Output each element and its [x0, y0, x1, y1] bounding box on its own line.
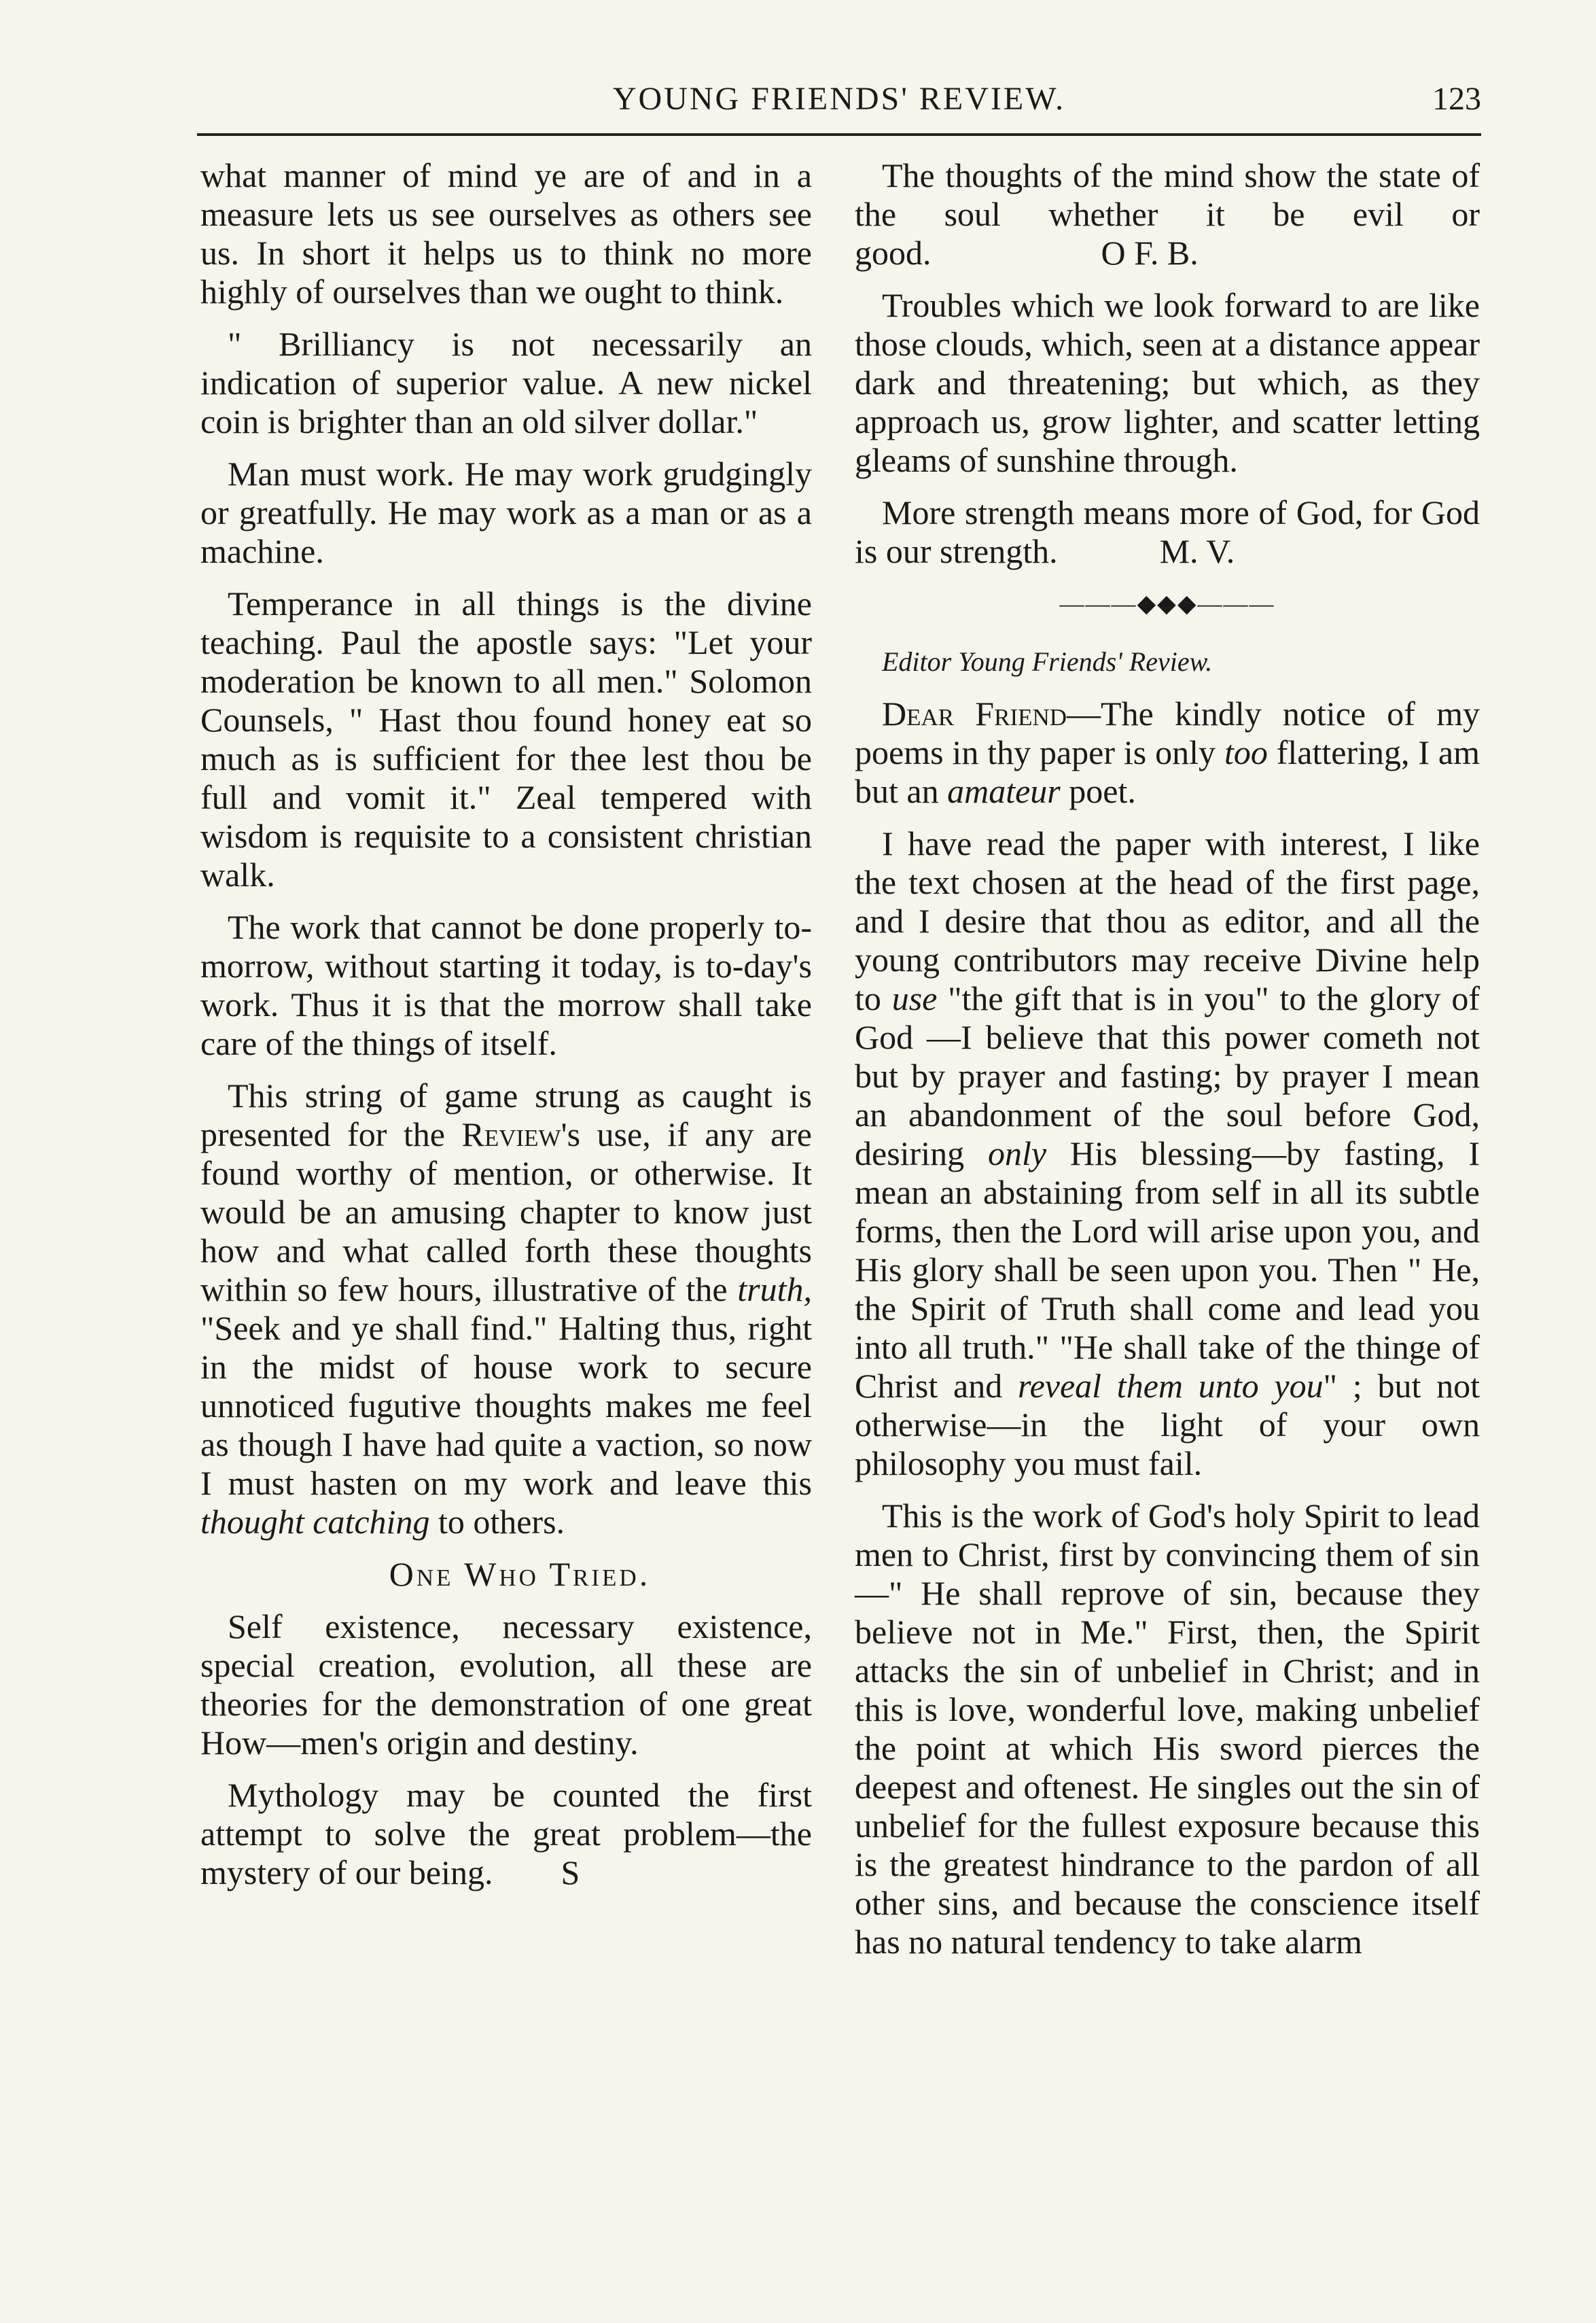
paragraph	[200, 1776, 812, 1892]
text-run: The thoughts of the mind show the state of the soul whether it be evil or good.	[855, 156, 1480, 272]
text-run: His blessing—by fasting, I mean an abstaining from self in all its subtle forms, then the Lord will arise upon you, and His glory shall be seen upon you. Then " He, the Spirit of Truth shall come and lead you into all truth." "He shall take of the thinge of Christ and	[855, 1134, 1480, 1405]
text-run: More strength means more of God, for God is our strength.	[855, 493, 1480, 570]
text-run: Mythology may be counted the first attempt to solve the great problem—the mystery of our being.	[200, 1776, 812, 1891]
paragraph: Troubles which we look forward to are like those clouds, which, seen at a distance appear dark and threatening; but which, as they approach us, grow lighter, and scatter letting gleams of sunshine through.	[855, 286, 1480, 479]
section-divider	[855, 584, 1480, 623]
text-run: —The kindly notice of my poems in thy paper is only	[855, 695, 1480, 771]
page-header	[197, 73, 1481, 128]
paragraph	[855, 695, 1480, 811]
text-run: "the gift that is in you" to the glory of God —I believe that this power cometh not but by prayer and fasting; by prayer I mean an abandonment of the soul before God, desiring	[855, 979, 1480, 1172]
signature: S	[561, 1853, 580, 1891]
text-run: 's use, if any are found worthy of mention, or otherwise. It would be an amusing chapter to know just how and what called forth these thoughts within so few hours, illustrative of the	[200, 1115, 813, 1308]
paragraph: This is the work of God's holy Spirit to lead men to Christ, first by convincing them of sin—" He shall reprove of sin, because they believe not in Me." First, then, the Spirit attacks the sin of unbelief in Christ; and in this is love, wonderful love, making unbelief the point at which His sword pierces the deepest and oftenest. He singles out the sin of unbelief for the fullest exposure because this is the greatest hindrance to the pardon of all other sins, and because the conscience itself has no natural tendency to take alarm	[855, 1497, 1480, 1961]
paragraph: Self existence, necessary existence, special creation, evolution, all these are theories for the demonstration of one great How—men's origin and destiny.	[200, 1607, 812, 1762]
signature: M. V.	[1159, 532, 1235, 570]
paragraph: " Brilliancy is not necessarily an indication of superior value. A new nickel coin is brighter than an old silver dollar."	[200, 325, 812, 440]
review-name: Review	[461, 1115, 561, 1153]
italic-text: amateur	[947, 772, 1061, 810]
text-run: poet.	[1060, 772, 1136, 810]
right-column	[855, 156, 1480, 1975]
salutation: Dear Friend	[882, 695, 1067, 733]
paragraph	[855, 156, 1480, 273]
paragraph: Man must work. He may work grudgingly or greatfully. He may work as a man or as a machine.	[200, 455, 812, 570]
text-run: This string of game strung as caught is presented for the	[200, 1077, 812, 1153]
page-number: 123	[1432, 81, 1481, 117]
italic-text: reveal them unto you	[1017, 1367, 1324, 1405]
paragraph	[855, 493, 1480, 571]
text-run: to others.	[429, 1503, 565, 1541]
signature: One Who Tried.	[389, 1555, 651, 1593]
letter-address: Editor Young Friends' Review.	[882, 646, 1213, 677]
left-column	[200, 156, 812, 1906]
text-run: " ; but not otherwise—in the light of your own philosophy you must fail.	[855, 1367, 1480, 1482]
running-title: YOUNG FRIENDS' REVIEW.	[612, 81, 1066, 117]
italic-text: thought catching	[200, 1503, 430, 1541]
paragraph: The work that cannot be done properly to-morrow, without starting it today, is to-day's work. Thus it is that the morrow shall take care of the things of itself.	[200, 908, 812, 1062]
italic-text: too	[1224, 733, 1268, 771]
italic-text: only	[987, 1134, 1047, 1172]
text-run: I have read the paper with interest, I like the text chosen at the head of the first page, and I desire that thou as editor, and all the young contributors may receive Divine help to	[855, 824, 1480, 1017]
paragraph	[200, 1077, 812, 1541]
ornament-glyphs: ———◆◆◆———	[1059, 590, 1275, 617]
italic-text: truth,	[737, 1270, 812, 1308]
text-run: "Seek and ye shall find." Halting thus, right in the midst of house work to secure unnoticed fugutive thoughts makes me feel as though I have had quite a vaction, so now I must hasten on my work and leave this	[200, 1309, 812, 1502]
signature: O F. B.	[1101, 234, 1199, 272]
paragraph: Temperance in all things is the divine teaching. Paul the apostle says: "Let your moderation be known to all men." Solomon Counsels, " Hast thou found honey eat so much as is sufficient for thee lest thou be full and vomit it." Zeal tempered with wisdom is requisite to a consistent christian walk.	[200, 584, 812, 894]
header-rule	[197, 133, 1481, 136]
paragraph	[855, 824, 1480, 1483]
text-run: flattering, I am but an	[855, 733, 1480, 810]
italic-text: use	[891, 979, 938, 1017]
paragraph: what manner of mind ye are of and in a measure lets us see ourselves as others see us. In short it helps us to think no more highly of ourselves than we ought to think.	[200, 156, 812, 311]
